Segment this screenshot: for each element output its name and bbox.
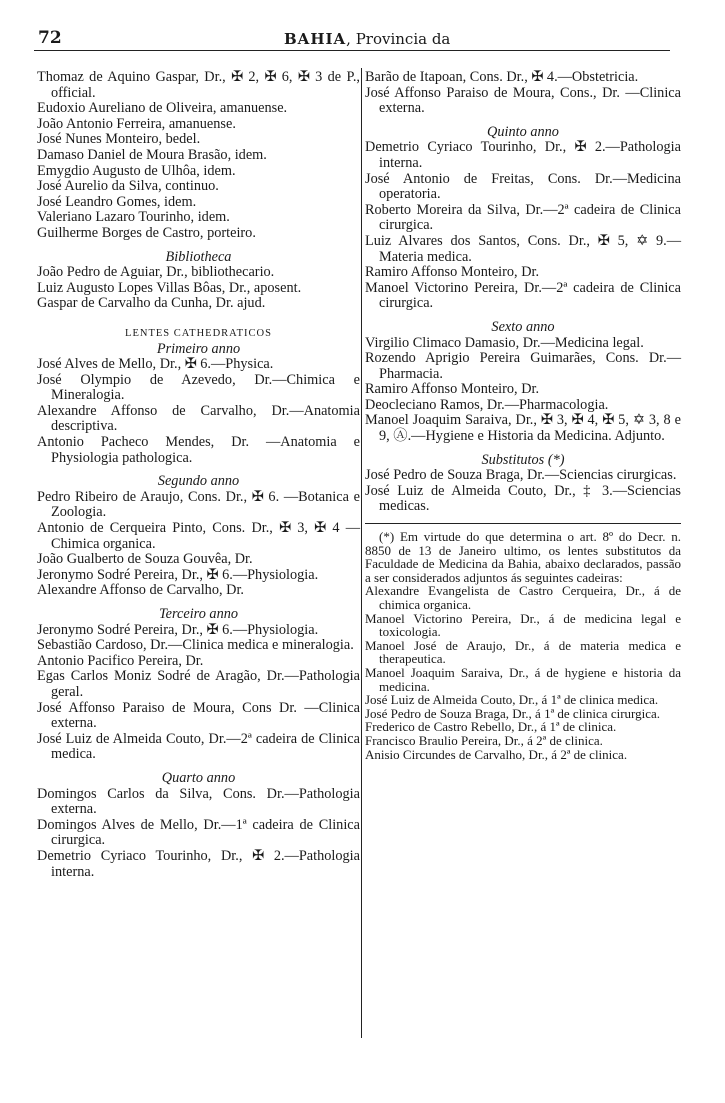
- staff-entry: Damaso Daniel de Moura Brasão, idem.: [37, 146, 267, 163]
- section-heading-lentes: LENTES CATHEDRATICOS: [125, 327, 272, 339]
- staff-entry: Guilherme Borges de Castro, porteiro.: [37, 224, 256, 241]
- professor-entry: Jeronymo Sodré Pereira, Dr., ✠ 6.—Physiologia.: [37, 621, 319, 638]
- left-column: [37, 70, 360, 880]
- library-entry: Gaspar de Carvalho da Cunha, Dr. ajud.: [37, 295, 266, 312]
- professor-entry: Egas Carlos Moniz Sodré de Aragão, Dr.—Pathologia geral.: [37, 668, 360, 700]
- page-header: [34, 28, 694, 50]
- professor-entry: Domingos Alves de Mello, Dr.—1ª cadeira de Clinica cirurgica.: [37, 816, 360, 849]
- professor-entry: José Alves de Mello, Dr., ✠ 6.—Physica.: [37, 356, 274, 373]
- professor-entry: Deocleciano Ramos, Dr.—Pharmacologia.: [365, 396, 609, 413]
- staff-entry: Emygdio Augusto de Ulhôa, idem.: [37, 162, 236, 179]
- substitute-entry: José Luiz de Almeida Couto, Dr., ‡ 3.—Sciencias medicas.: [365, 482, 681, 515]
- section-heading-bibliotheca: Bibliotheca: [165, 248, 232, 265]
- professor-entry: Alexandre Affonso de Carvalho, Dr.—Anatomia descriptiva.: [37, 402, 360, 435]
- section-heading-segundo: Segundo anno: [157, 473, 240, 490]
- section-heading-sexto: Sexto anno: [491, 318, 555, 335]
- professor-entry: Rozendo Aprigio Pereira Guimarães, Cons. Dr.—Pharmacia.: [365, 350, 681, 382]
- professor-entry: Domingos Carlos da Silva, Cons. Dr.—Pathologia externa.: [37, 785, 360, 818]
- footnote-entry: Anisio Circundes de Carvalho, Dr., á 2ª de clinica.: [365, 746, 628, 762]
- footnote-entry: Francisco Braulio Pereira, Dr., á 2ª de clinica.: [365, 732, 603, 748]
- staff-entry: José Leandro Gomes, idem.: [37, 193, 197, 210]
- professor-entry: Alexandre Affonso de Carvalho, Dr.: [37, 582, 244, 599]
- staff-entry: Thomaz de Aquino Gaspar, Dr., ✠ 2, ✠ 6, ✠ 3 de P., official.: [37, 69, 360, 101]
- professor-entry: Luiz Alvares dos Santos, Cons. Dr., ✠ 5, ✡ 9.—Materia medica.: [365, 232, 681, 265]
- professor-entry: Ramiro Affonso Monteiro, Dr.: [365, 264, 540, 281]
- professor-entry: Demetrio Cyriaco Tourinho, Dr., ✠ 2.—Pathologia interna.: [37, 847, 360, 880]
- footnote-entry: Manoel José de Araujo, Dr., á de materia medica e therapeutica.: [365, 637, 681, 667]
- library-entry: João Pedro de Aguiar, Dr., bibliothecario.: [37, 264, 275, 281]
- professor-entry: Demetrio Cyriaco Tourinho, Dr., ✠ 2.—Pathologia interna.: [365, 139, 681, 171]
- section-heading-quarto: Quarto anno: [161, 769, 236, 786]
- footnote-entry: Frederico de Castro Rebello, Dr., á 1ª de clinica.: [365, 719, 617, 735]
- professor-entry: José Affonso Paraiso de Moura, Cons., Dr. —Clinica externa.: [365, 84, 681, 117]
- section-heading-primeiro: Primeiro anno: [156, 340, 241, 357]
- professor-entry: José Antonio de Freitas, Cons. Dr.—Medicina operatoria.: [365, 170, 681, 203]
- section-heading-terceiro: Terceiro anno: [158, 606, 239, 622]
- footnote-entry: Manoel Victorino Pereira, Dr., á de medicina legal e toxicologia.: [365, 610, 681, 640]
- professor-entry: Antonio de Cerqueira Pinto, Cons. Dr., ✠ 3, ✠ 4 —Chimica organica.: [37, 520, 360, 552]
- professor-entry: Antonio Pacifico Pereira, Dr.: [37, 652, 204, 669]
- page-number: 72: [38, 28, 62, 48]
- section-heading-substitutos: Substitutos (*): [481, 451, 565, 468]
- staff-entry: Valeriano Lazaro Tourinho, idem.: [37, 209, 230, 226]
- footnote-entry: José Luiz de Almeida Couto, Dr., á 1ª de clinica medica.: [365, 692, 659, 708]
- staff-entry: Eudoxio Aureliano de Oliveira, amanuense.: [37, 100, 288, 117]
- professor-entry: Jeronymo Sodré Pereira, Dr., ✠ 6.—Physiologia.: [37, 566, 319, 583]
- right-column: [365, 70, 681, 761]
- footnote-entry: José Pedro de Souza Braga, Dr., á 1ª de clinica cirurgica.: [365, 705, 661, 721]
- professor-entry: Ramiro Affonso Monteiro, Dr.: [365, 381, 540, 398]
- professor-entry: José Affonso Paraiso de Moura, Cons Dr. —Clinica externa.: [37, 699, 360, 732]
- running-title-rest: , Provincia da: [346, 30, 451, 48]
- staff-entry: José Nunes Monteiro, bedel.: [37, 131, 201, 148]
- professor-entry: Manoel Victorino Pereira, Dr.—2ª cadeira de Clinica cirurgica.: [365, 279, 681, 312]
- footnote: [365, 523, 681, 761]
- footnote-entry: Manoel Joaquim Saraiva, Dr., á de hygiene e historia da medicina.: [365, 664, 681, 694]
- professor-entry: Roberto Moreira da Silva, Dr.—2ª cadeira de Clinica cirurgica.: [365, 201, 681, 234]
- footnote-intro: (*) Em virtude do que determina o art. 8º do Decr. n. 8850 de 13 de Janeiro ultimo, os lentes substitutos da Faculdade de Medicina da Bahia, abaixo declarados, passão a ser considerados adjuntos ás seguintes cadeiras:: [365, 529, 681, 585]
- professor-entry: Sebastião Cardoso, Dr.—Clinica medica e mineralogia.: [37, 637, 354, 654]
- staff-entry: José Aurelio da Silva, continuo.: [37, 178, 219, 195]
- running-title-bold: BAHIA: [284, 30, 347, 48]
- staff-entry: João Antonio Ferreira, amanuense.: [37, 115, 236, 132]
- footnote-entry: Alexandre Evangelista de Castro Cerqueira, Dr., á de chimica organica.: [365, 583, 681, 612]
- professor-entry: Pedro Ribeiro de Araujo, Cons. Dr., ✠ 6. —Botanica e Zoologia.: [37, 488, 360, 521]
- professor-entry: Virgilio Climaco Damasio, Dr.—Medicina legal.: [365, 334, 644, 351]
- running-title: [284, 30, 450, 48]
- substitute-entry: José Pedro de Souza Braga, Dr.—Sciencias cirurgicas.: [365, 467, 677, 484]
- professor-entry: Barão de Itapoan, Cons. Dr., ✠ 4.—Obstetricia.: [365, 69, 639, 85]
- section-heading-quinto: Quinto anno: [487, 123, 559, 140]
- library-entry: Luiz Augusto Lopes Villas Bôas, Dr., aposent.: [37, 279, 302, 296]
- professor-entry: José Olympio de Azevedo, Dr.—Chimica e Mineralogia.: [37, 371, 360, 404]
- professor-entry: João Gualberto de Souza Gouvêa, Dr.: [37, 551, 253, 568]
- header-rule: [34, 50, 670, 51]
- professor-entry: Manoel Joaquim Saraiva, Dr., ✠ 3, ✠ 4, ✠ 5, ✡ 3, 8 e 9, Ⓐ.—Hygiene e Historia da Medicina. Adjunto.: [365, 412, 681, 445]
- professor-entry: Antonio Pacheco Mendes, Dr. —Anatomia e Physiologia pathologica.: [37, 434, 360, 466]
- professor-entry: José Luiz de Almeida Couto, Dr.—2ª cadeira de Clinica medica.: [37, 730, 360, 763]
- column-divider: [361, 68, 362, 1038]
